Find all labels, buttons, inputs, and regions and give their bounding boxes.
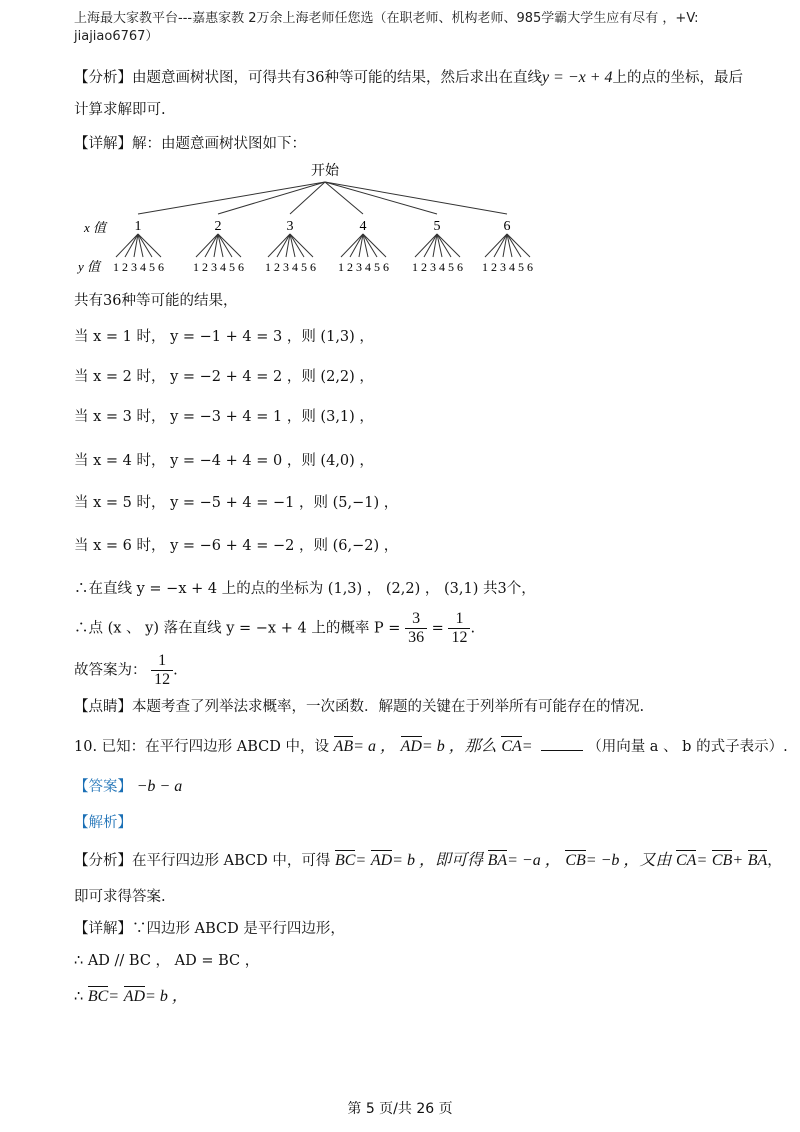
question-number: 10. — [74, 739, 98, 755]
y-leaf: 2 — [491, 260, 497, 274]
y-leaf: 5 — [448, 260, 454, 274]
case-x5: 当 x = 5 时， y = −5 + 4 = −1 ，则 (5,−1) ， — [74, 495, 399, 511]
equals-sign: = — [431, 620, 444, 637]
math-text: = — [521, 738, 533, 755]
numerator: 3 — [405, 610, 427, 629]
detail-9-line — [74, 133, 306, 155]
section-label-remark: 【点睛】 — [74, 699, 132, 715]
y-leaf: 3 — [131, 260, 137, 274]
y-leaf: 3 — [356, 260, 362, 274]
vector-ad: AD — [401, 736, 422, 758]
math-text: = — [355, 852, 367, 869]
case-x3: 当 x = 3 时， y = −3 + 4 = 1 ，则 (3,1) ， — [74, 409, 374, 425]
section-label-analysis: 【分析】 — [74, 853, 132, 869]
vector-ba: BA — [488, 850, 508, 872]
y-leaf: 3 — [500, 260, 506, 274]
answer-fraction — [151, 652, 173, 689]
y-leaf: 2 — [274, 260, 280, 274]
vector-cb: CB — [565, 850, 585, 872]
y-leaf: 1 — [482, 260, 488, 274]
probability-line: ∴点 (x 、 y) 落在直线 y = −x + 4 上的概率 P = $\frac{3}{36}$ = $\frac{1}{12}$ . — [74, 610, 476, 646]
detail-10-line1 — [74, 918, 345, 940]
y-leaf: 3 — [283, 260, 289, 274]
page-footer: 第 5 页/共 26 页 — [347, 1101, 453, 1117]
x-node: 2 — [214, 219, 222, 234]
answer-10 — [74, 776, 182, 798]
math-text: = −b ，又由 — [585, 852, 672, 869]
y-leaf: 5 — [374, 260, 380, 274]
y-leaf: 2 — [202, 260, 208, 274]
remark-9 — [74, 696, 644, 718]
math-text: + — [732, 852, 744, 869]
vector-cb: CB — [712, 850, 732, 872]
probability-text: ∴点 (x 、 y) 落在直线 y = −x + 4 上的概率 P = — [74, 620, 401, 637]
y-leaf: 5 — [301, 260, 307, 274]
y-leaf: 1 — [113, 260, 119, 274]
y-leaf: 4 — [365, 260, 371, 274]
y-leaf: 1 — [265, 260, 271, 274]
analysis-9-line2: 计算求解即可. — [74, 102, 166, 118]
section-label-jiexi: 【解析】 — [74, 815, 132, 831]
denominator: 12 — [154, 671, 171, 688]
analysis-10-line1 — [74, 850, 782, 872]
root-branch — [325, 182, 363, 214]
answer-value: −b − a — [136, 778, 183, 795]
analysis-text: 上的点的坐标，最后 — [612, 70, 744, 86]
detail-10-line2: ∴ AD // BC ， AD = BC ， — [74, 953, 260, 969]
root-branch — [138, 182, 325, 214]
section-label-detail: 【详解】 — [74, 136, 132, 152]
answer-blank — [541, 750, 583, 751]
vector-ba: BA — [748, 850, 768, 872]
math-text: = a ， — [353, 738, 396, 755]
vector-bc: BC — [335, 850, 355, 872]
total-outcomes: 共有36种等可能的结果， — [74, 293, 238, 309]
y-leaf: 6 — [457, 260, 463, 274]
y-leaf: 2 — [421, 260, 427, 274]
y-leaf: 6 — [310, 260, 316, 274]
y-leaf: 6 — [527, 260, 533, 274]
fraction-1-12 — [448, 610, 470, 647]
x-node: 6 — [503, 219, 511, 234]
analysis-10-line2: 即可求得答案. — [74, 889, 166, 905]
numerator: 1 — [151, 652, 173, 671]
y-leaf: 4 — [140, 260, 146, 274]
y-leaf: 2 — [347, 260, 353, 274]
analysis-text: 由题意画树状图，可得共有36种等可能的结果，然后求出在直线 — [132, 70, 542, 86]
vector-ad: AD — [124, 986, 145, 1008]
detail-text: 解：由题意画树状图如下： — [132, 136, 306, 152]
y-leaf: 3 — [211, 260, 217, 274]
section-label-answer: 【答案】 — [74, 779, 132, 795]
vector-ca: CA — [676, 850, 696, 872]
y-leaf: 4 — [292, 260, 298, 274]
y-leaf: 5 — [149, 260, 155, 274]
x-node: 1 — [134, 219, 142, 234]
y-leaf: 3 — [430, 260, 436, 274]
y-leaf: 5 — [518, 260, 524, 274]
denominator: 12 — [451, 629, 468, 646]
x-node: 5 — [433, 219, 441, 234]
vector-ab: AB — [334, 736, 354, 758]
analysis-9-line1 — [74, 67, 743, 89]
y-leaf: 4 — [439, 260, 445, 274]
section-label-analysis: 【分析】 — [74, 70, 132, 86]
line-equation: y = −x + 4 — [541, 69, 613, 86]
x-axis-label: x 值 — [84, 220, 107, 235]
y-leaf: 1 — [412, 260, 418, 274]
section-label-detail: 【详解】 — [74, 921, 132, 937]
y-leaf: 6 — [238, 260, 244, 274]
math-text: = −a ， — [507, 852, 561, 869]
fraction-3-36 — [405, 610, 427, 647]
y-leaf: 6 — [158, 260, 164, 274]
math-text: ， — [767, 853, 782, 869]
root-branch — [325, 182, 507, 214]
tree-diagram — [70, 160, 550, 278]
points-on-line: ∴在直线 y = −x + 4 上的点的坐标为 (1,3) ， (2,2) ， (3,1) 共3个， — [74, 581, 536, 597]
y-leaf: 1 — [193, 260, 199, 274]
y-leaf: 5 — [229, 260, 235, 274]
vector-bc: BC — [88, 986, 108, 1008]
math-text: = b ，那么 — [421, 738, 497, 755]
y-leaf: 6 — [383, 260, 389, 274]
x-node: 4 — [359, 219, 367, 234]
math-text: = b ， — [145, 988, 188, 1005]
case-x1: 当 x = 1 时， y = −1 + 4 = 3 ，则 (1,3) ， — [74, 329, 374, 345]
case-x4: 当 x = 4 时， y = −4 + 4 = 0 ，则 (4,0) ， — [74, 453, 374, 469]
answer-label: 故答案为： — [74, 662, 147, 679]
page-header: 上海最大家教平台---嘉惠家教 2万余上海老师任您选（在职老师、机构老师、985学霸大学生应有尽有 ，+V: jiajiao6767） — [74, 11, 699, 44]
vector-ad: AD — [371, 850, 392, 872]
case-x6: 当 x = 6 时， y = −6 + 4 = −2 ，则 (6,−2) ， — [74, 538, 399, 554]
remark-text: 本题考查了列举法求概率，一次函数．解题的关键在于列举所有可能存在的情况. — [132, 699, 645, 715]
detail-text: ∵四边形 ABCD 是平行四边形， — [132, 921, 345, 937]
y-leaf: 1 — [338, 260, 344, 274]
tree-root: 开始 — [311, 164, 339, 179]
question-text: 已知：在平行四边形 ABCD 中，设 — [101, 739, 330, 755]
math-text: = b ，即可得 — [392, 852, 483, 869]
case-x2: 当 x = 2 时， y = −2 + 4 = 2 ，则 (2,2) ， — [74, 369, 374, 385]
therefore-sign: ∴ — [74, 989, 84, 1005]
question-text: （用向量 a 、 b 的式子表示）. — [587, 739, 788, 755]
y-leaf: 4 — [220, 260, 226, 274]
analysis-text: 在平行四边形 ABCD 中，可得 — [132, 853, 331, 869]
math-text: = — [108, 988, 120, 1005]
x-node: 3 — [286, 219, 294, 234]
y-leaf: 2 — [122, 260, 128, 274]
y-axis-label: y 值 — [78, 259, 101, 274]
answer-line: 故答案为： $\frac{1}{12}$ . — [74, 652, 178, 688]
root-branch — [325, 182, 437, 214]
denominator: 36 — [408, 629, 425, 646]
detail-10-line3 — [74, 986, 188, 1008]
numerator: 1 — [448, 610, 470, 629]
vector-ca: CA — [501, 736, 521, 758]
y-leaf: 4 — [509, 260, 515, 274]
question-10 — [74, 736, 788, 758]
math-text: = — [696, 852, 708, 869]
